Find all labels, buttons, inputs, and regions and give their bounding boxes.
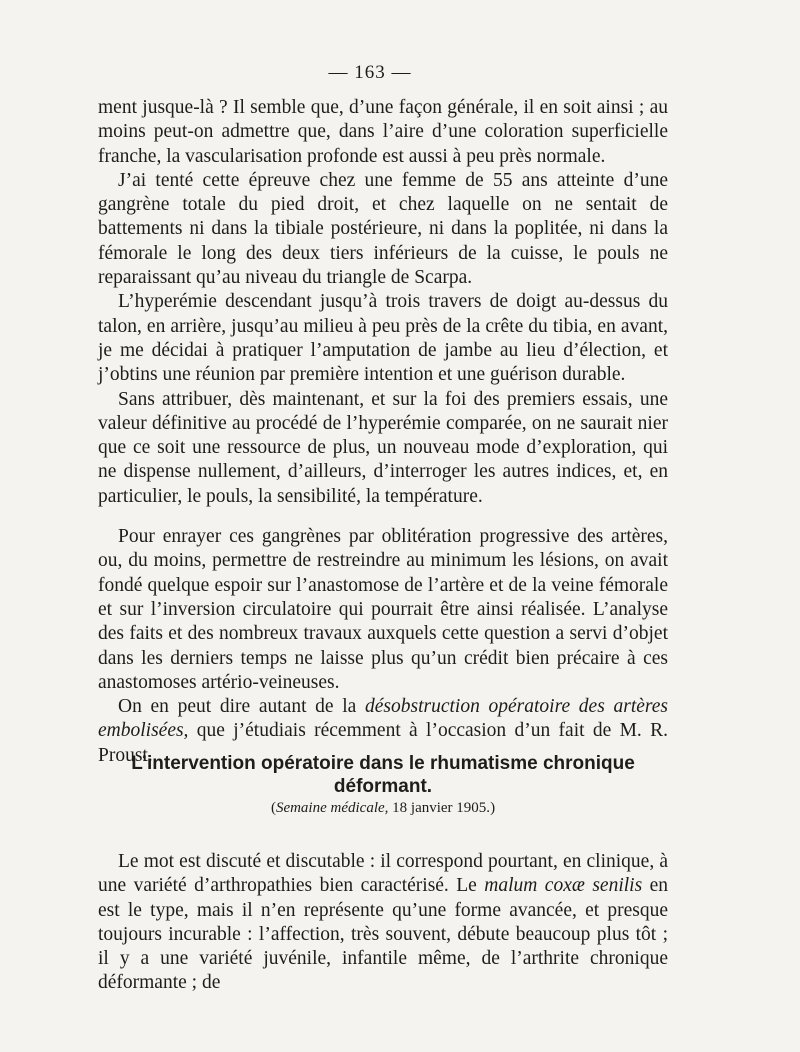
paragraph xyxy=(98,850,668,996)
paragraph: Sans attribuer, dès maintenant, et sur la foi des premiers essais, une valeur définitive au procédé de l’hyperémie comparée, on ne saurait nier que ce soit une ressource de plus, un nouveau mode d’exploration, qui ne dispense nullement, d’ailleurs, d’interroger les autres indices, et, en particulier, le pouls, la sensibilité, la température. xyxy=(98,388,668,507)
paragraph: L’hyperémie descendant jusqu’à trois travers de doigt au-dessus du talon, en arrière, jusqu’au milieu à peu près de la crête du tibia, en avant, je me décidai à pratiquer l’amputation de jambe au lieu d’élection, et j’obtins une réunion par première intention et une guérison durable. xyxy=(98,291,668,386)
final-text-pre: Le mot est discuté et discutable : il correspond pourtant, en clinique, à une variété d’arthropathies bien caractérisé. Le xyxy=(98,851,668,897)
section-text xyxy=(98,850,668,996)
paragraph: ment jusque-là ? Il semble que, d’une façon générale, il en soit ainsi ; au moins peut-on admettre que, dans l’aire d’une coloration superficielle franche, la vascularisation profonde est aussi à peu près normale. xyxy=(98,97,668,167)
section-heading: L’intervention opératoire dans le rhumatisme chronique déformant. xyxy=(131,753,635,797)
main-text xyxy=(98,96,668,768)
source-citation: (Semaine médicale, 18 janvier 1905.) xyxy=(270,800,496,816)
final-text-post: en est le type, mais il n’en représente qu’une forme avancée, et presque toujours incurable : l’affection, très souvent, débute beaucoup plus tôt ; il y a une variété juvénile, infantile même, de l’arthrite chronique déformante ; de xyxy=(98,875,669,994)
closing-italic-term: désobstruction opératoire des artères embolisées, xyxy=(98,696,668,742)
source-date: 18 janvier 1905. xyxy=(388,800,491,816)
page-number: — 163 — xyxy=(328,62,412,83)
paragraph: Pour enrayer ces gangrènes par oblitération progressive des artères, ou, du moins, permettre de restreindre au minimum les lésions, on avait fondé quelque espoir sur l’anastomose de l’artère et de la veine fémorale et sur l’inversion circulatoire qui pourrait être ainsi réalisée. L’analyse des faits et des nombreux travaux auxquels cette question a servi d’objet dans les derniers temps ne laisse plus qu’un crédit bien précaire à ces anastomoses artério-veineuses. xyxy=(98,526,668,693)
paragraph: J’ai tenté cette épreuve chez une femme de 55 ans atteinte d’une gangrène totale du pied droit, et chez laquelle on ne sentait de battements ni dans la tibiale postérieure, ni dans la poplitée, ni dans la fémorale le long des deux tiers inférieurs de la cuisse, le pouls ne reparaissant qu’au niveau du triangle de Scarpa. xyxy=(98,169,668,289)
closing-text-pre: On en peut dire autant de la xyxy=(118,696,366,718)
source-journal: Semaine médicale, xyxy=(275,800,389,816)
closing-text-post: que j’étudiais récemment à l’occasion d’un fait de M. R. Proust. xyxy=(98,720,668,766)
final-italic-term: malum coxæ senilis xyxy=(484,875,643,897)
